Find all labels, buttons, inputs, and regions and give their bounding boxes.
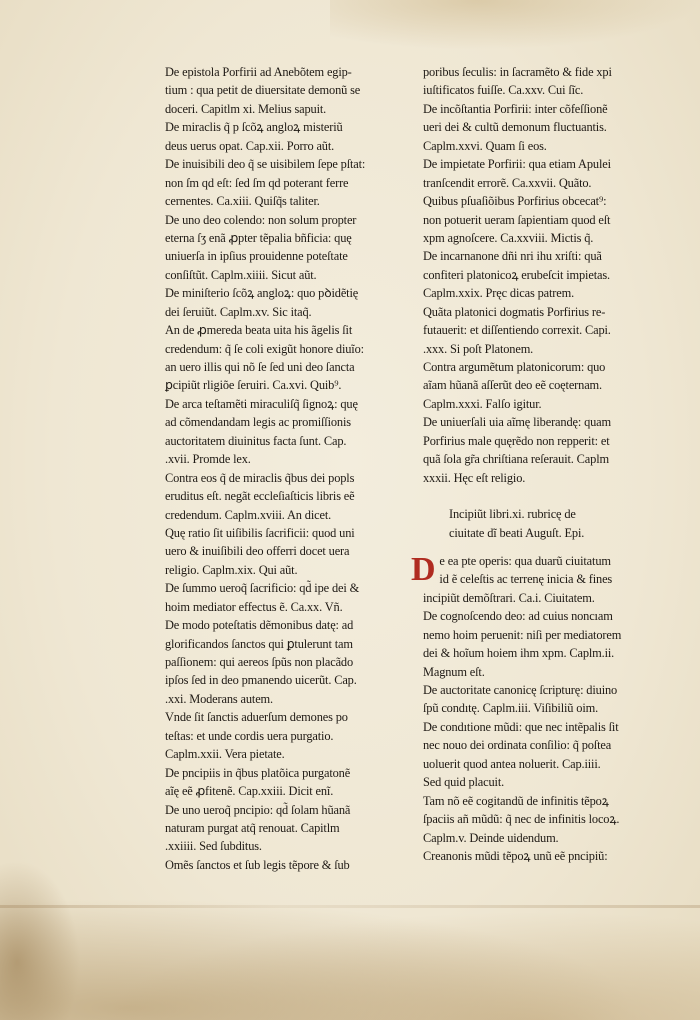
text-line: e ea pte operis: qua duarũ ciuitatum xyxy=(439,553,611,568)
text-line: Quibus pſuaſiõibus Porfirius obcecat⁹: xyxy=(423,194,607,209)
text-line: naturam purgat atq̃ renouat. Capitlm xyxy=(165,820,340,835)
text-line: tranſcendit errorẽ. Ca.xxvii. Quãto. xyxy=(423,175,592,190)
text-line: De arca teſtamẽti miraculiſq̃ ſignoꝝ: quę xyxy=(165,396,358,411)
text-line: De modo poteſtatis dẽmonibus datę: ad xyxy=(165,618,354,633)
text-line: Contra eos q̃ de miraclis q̃bus dei popls xyxy=(165,470,355,485)
text-line: nemo hoim peruenit: niſi per mediatorem xyxy=(423,627,622,642)
text-line: nec nouo dei ordinata conſilio: q̃ poſtea xyxy=(423,738,612,753)
text-line: De cognoſcendo deo: ad cuius noncıam xyxy=(423,609,613,624)
text-line: paſſionem: qui aereos ſpũs non placãdo xyxy=(165,655,354,669)
text-line: De uniuerſali uia aĩmę liberandę: quam xyxy=(423,415,612,430)
text-line: De condıtione mũdi: que nec intẽpalis ſit xyxy=(423,719,619,734)
text-line: ad cõmendandam legis ac promiſſionis xyxy=(165,415,351,430)
text-line: De pncipiis in q̃bus platõica purgatonẽ xyxy=(165,765,351,780)
text-line: xxxii. Hęc eſt religio. xyxy=(423,470,526,485)
incipit-rubric xyxy=(423,505,633,542)
text-line: id ẽ celeſtis ac terrenę inicia & fines xyxy=(439,572,613,587)
text-line: Sed quid placuit. xyxy=(423,775,505,790)
spacer xyxy=(423,487,633,505)
text-line: iuſtificatos fuiſſe. Ca.xxv. Cui ſ̃ıc. xyxy=(423,83,584,98)
text-line: ciuitate dĩ beati Auguſt. Epi. xyxy=(449,525,585,540)
text-line: De miniſterio ſcõꝝ angloꝝ: quo pꝺidẽtię xyxy=(165,286,359,301)
text-line: De uno deo colendo: non solum propter xyxy=(165,212,357,227)
text-line: De incarnanone dñi nri ihu xriſti: quã xyxy=(423,249,602,264)
text-line: De uno ueroq̃ pncipio: qd̃ ſolam hũanã xyxy=(165,802,351,817)
text-line: credendum. Caplm.xviii. An dicet. xyxy=(165,507,332,522)
text-line: .xxi. Moderans autem. xyxy=(165,691,273,706)
text-line: hoim mediator effectus ẽ. Ca.xx. Vñ. xyxy=(165,599,343,614)
text-line: conſiſtũt. Caplm.xiiii. Sicut aũt. xyxy=(165,267,317,282)
text-line: An de ꝓmereda beata uita his ãgelis ſit xyxy=(165,323,353,338)
left-text-column xyxy=(165,63,380,874)
text-line: aĩę eẽ ꝓfitenẽ. Cap.xxiii. Dicit enĩ. xyxy=(165,784,334,799)
text-line: quã ſola gr̃a chriſtiana reſerauit. Caplm xyxy=(423,452,609,467)
right-text-column xyxy=(411,63,633,865)
text-line: Omẽs ſanctos et ſub legis tẽpore & ſub xyxy=(165,857,350,872)
text-line: confiteri platonicoꝝ erubeſcit impietas. xyxy=(423,267,610,282)
red-initial-letter: D xyxy=(411,550,436,588)
corner-stain xyxy=(0,860,80,1020)
book-xi-opening xyxy=(411,550,633,589)
text-line: Incipiũt libri.xi. rubricę de xyxy=(449,507,576,522)
bottom-stain xyxy=(0,880,700,1020)
text-line: an uero illis qui nõ ſe ſed uni deo ſancta xyxy=(165,360,355,374)
text-line: cernentes. Ca.xiii. Quiſq̃s taliter. xyxy=(165,194,320,209)
text-line: auctoritatem diuinitus facta ſunt. Cap. xyxy=(165,433,347,448)
text-line: Caplm.xxxi. Falſo igitur. xyxy=(423,396,542,411)
text-line: incipiũt demõſtrari. Ca.i. Ciuitatem. xyxy=(423,590,595,605)
text-line: ipſos ſed in deo pmanendo uicerũt. Cap. xyxy=(165,673,357,688)
text-line: doceri. Capitlm xi. Melius sapuit. xyxy=(165,101,327,116)
text-line: De auctoritate canonicę ſcripturę: diuino xyxy=(423,683,618,697)
top-stain xyxy=(330,0,700,50)
text-line: .xvii. Promde lex. xyxy=(165,452,251,467)
text-line: Caplm.v. Deinde uidendum. xyxy=(423,830,559,845)
text-line: religio. Caplm.xix. Qui aũt. xyxy=(165,562,298,577)
text-line: ſpaciis añ mũdũ: q̃ nec de infinitis locoꝝ. xyxy=(423,812,620,827)
text-line: uoluerit quod antea noluerit. Cap.iiii. xyxy=(423,756,601,771)
text-line: non potuerit ueram ſapientiam quod eſt xyxy=(423,212,611,227)
text-line: Tam nõ eẽ cogitandũ de infinitis tẽpoꝝ xyxy=(423,793,609,808)
text-line: tium : qua petit de diuersitate demonũ se xyxy=(165,83,361,98)
text-line: deus uerus opat. Cap.xii. Porro aũt. xyxy=(165,138,335,153)
text-line: Porfirius male quęrẽdo non repperit: et xyxy=(423,433,610,448)
text-line: De incõſtantia Porfirii: inter cõfeſſionẽ xyxy=(423,101,608,116)
text-line: Caplm.xxix. Pręc dicas patrem. xyxy=(423,286,575,301)
right-column-chapter-list xyxy=(423,63,633,487)
text-line: eruditus eſt. negãt eccleſiaſticis libris eẽ xyxy=(165,489,355,504)
text-line: ſpũ condıtę. Caplm.iii. Viſibiliũ oim. xyxy=(423,701,599,716)
book-xi-chapter-list xyxy=(423,589,633,866)
text-line: futauerit: et diſſentiendo correxit. Capi. xyxy=(423,323,611,338)
text-line: De miraclis q̃ p ſcõꝝ angloꝝ misteriũ xyxy=(165,120,343,135)
fold-crease xyxy=(0,905,700,908)
text-line: dei ſeruiũt. Caplm.xv. Sic itaq̃. xyxy=(165,304,312,319)
text-line: Quę ratio ſit uiſibilis ſacrificii: quod uni xyxy=(165,525,355,540)
text-line: ueri dei & cultũ demonum fluctuantis. xyxy=(423,120,607,135)
text-line: Creanonis mũdi tẽpoꝝ unũ eẽ pncipiũ: xyxy=(423,848,608,863)
text-line: Vnde ſit ſanctis aduerſum demones po xyxy=(165,710,348,725)
text-line: ꝑcipiũt rligiõe ſeruiri. Ca.xvi. Quib⁹. xyxy=(165,378,342,393)
text-line: xpm agnoſcere. Ca.xxviii. Mictis q̃. xyxy=(423,230,594,245)
text-line: poribus ſeculis: in ſacramẽto & fide xpi xyxy=(423,65,612,79)
opening-lines xyxy=(423,552,633,589)
text-line: Caplm.xxii. Vera pietate. xyxy=(165,747,285,762)
text-line: uniuerſa in ipſius prouidenne poteſtate xyxy=(165,249,348,264)
text-line: Caplm.xxvi. Quam ſi eos. xyxy=(423,138,547,153)
text-line: teſtas: et unde cordis uera purgatio. xyxy=(165,728,334,743)
text-line: De ſummo ueroq̃ ſacrificio: qd̃ ipe dei & xyxy=(165,581,360,596)
text-line: glorificandos ſanctos qui ꝑtulerunt tam xyxy=(165,636,353,651)
text-line: .xxiiii. Sed ſubditus. xyxy=(165,839,262,854)
text-line: Magnum eſt. xyxy=(423,664,485,679)
text-line: .xxx. Si poſt Platonem. xyxy=(423,341,534,356)
text-line: uero & inuiſibili deo offerri docet uera xyxy=(165,544,350,559)
text-line: non ſm qd eſt: ſed ſm qd poterant ferre xyxy=(165,175,349,190)
text-line: eterna ſʒ enã ꝓpter tẽpalia bñficia: quę xyxy=(165,230,352,245)
text-line: dei & hoĩum hoiem ihm xpm. Caplm.ii. xyxy=(423,646,615,661)
spacer xyxy=(423,542,633,552)
text-line: De inuisibili deo q̃ se uisibilem ſepe pſtat: xyxy=(165,157,366,172)
text-line: Quãta platonici dogmatis Porfirius re- xyxy=(423,304,606,319)
text-line: aĩam hũanã aſſerũt deo eẽ coęternam. xyxy=(423,378,602,393)
text-line: credendum: q̃ ſe coli exigũt honore diuĩo: xyxy=(165,341,364,356)
text-line: De impietate Porfirii: qua etiam Apulei xyxy=(423,157,611,172)
text-line: Contra argumẽtum platonicorum: quo xyxy=(423,360,606,374)
text-line: De epistola Porfirii ad Anebõtem egip- xyxy=(165,65,352,79)
